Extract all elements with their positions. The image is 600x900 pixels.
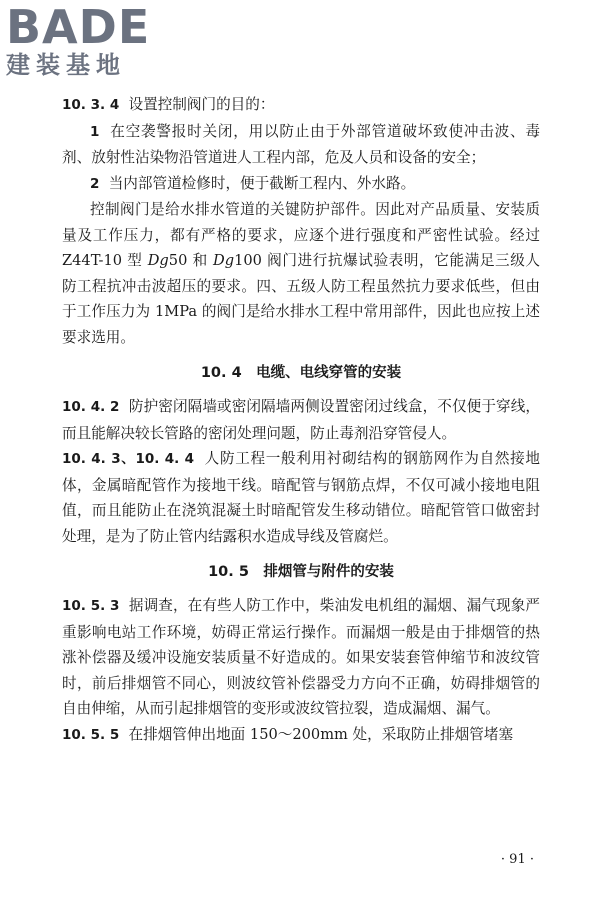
paragraph-text: 100 阀门进行抗爆试验表明，它能满足三级人防工程抗冲击波超压的要求。四、五级人防工程虽然抗力要求低些，但由于工作压力为 1MPa 的阀门是给水排水工程中常用部件，因此也应按上述要求选用。 xyxy=(62,252,540,346)
logo xyxy=(6,0,151,79)
clause-text: 人防工程一般利用衬砌结构的钢筋网作为自然接地体，金属暗配管作为接地干线。暗配管与钢筋点焊，不仅可减小接地电阻值，而且能防止在浇筑混凝土时暗配管发生移动错位。暗配管管口做密封处理，是为了防止管内结露积水造成导线及管腐烂。 xyxy=(62,450,540,545)
item-number: 2 xyxy=(90,175,100,192)
list-item xyxy=(62,119,540,171)
paragraph-text: 50 和 xyxy=(168,252,214,269)
page-body xyxy=(62,92,540,748)
item-text: 在空袭警报时关闭，用以防止由于外部管道破坏致使冲击波、毒剂、放射性沾染物沿管道进人工程内部，危及人员和设备的安全； xyxy=(62,122,540,166)
dg-symbol: Dg xyxy=(213,252,235,269)
body-paragraph xyxy=(62,197,540,350)
clause-text: 防护密闭隔墙或密闭隔墙两侧设置密闭过线盒，不仅便于穿线，而且能解决较长管路的密闭处理问题，防止毒剂沿穿管侵人。 xyxy=(62,398,540,442)
section-heading-10-4: 10. 4 电缆、电线穿管的安装 xyxy=(200,365,402,381)
clause-10-5-3 xyxy=(62,593,540,722)
list-item xyxy=(62,171,540,198)
item-text: 当内部管道检修时，便于截断工程内、外水路。 xyxy=(108,174,416,192)
page-number: · 91 · xyxy=(500,852,534,867)
clause-10-4-3 xyxy=(62,446,540,549)
section-heading-10-5: 10. 5 排烟管与附件的安装 xyxy=(208,564,394,580)
clause-lead: 设置控制阀门的目的： xyxy=(128,96,275,113)
clause-number: 10. 4. 2 xyxy=(62,399,120,415)
paragraph-text: 控制阀门是给水排水管道的关键防护部件。因此对产品质量、安装质量及工作压力，都有严格的要求，应逐个进行强度和严密性试验。经过 Z44T-10 型 xyxy=(62,201,540,269)
item-number: 1 xyxy=(90,123,100,140)
clause-number: 10. 5. 5 xyxy=(62,726,120,743)
clause-number: 10. 4. 3、10. 4. 4 xyxy=(62,451,195,467)
clause-10-4-2 xyxy=(62,394,540,446)
clause-number: 10. 5. 3 xyxy=(62,598,120,614)
logo-subtitle: 建装基地 xyxy=(6,51,126,79)
clause-10-3-4 xyxy=(62,92,540,119)
dg-symbol: Dg xyxy=(147,252,169,269)
clause-10-5-5 xyxy=(62,722,540,749)
logo-brand: BADE xyxy=(6,0,151,54)
clause-number: 10. 3. 4 xyxy=(62,97,120,113)
clause-text: 据调查，在有些人防工作中，柴油发电机组的漏烟、漏气现象严重影响电站工作环境，妨碍正常运行操作。而漏烟一般是由于排烟管的热涨补偿器及缓冲设施安装质量不好造成的。如果安装套管伸缩节和波纹管时，前后排烟管不同心，则波纹管补偿器受力方向不正确，妨碍排烟管的自由伸缩，从而引起排烟管的变形或波纹管拉裂，造成漏烟、漏气。 xyxy=(62,597,540,717)
clause-text: 在排烟管伸出地面 150～200mm 处，采取防止排烟管堵塞 xyxy=(128,725,514,743)
